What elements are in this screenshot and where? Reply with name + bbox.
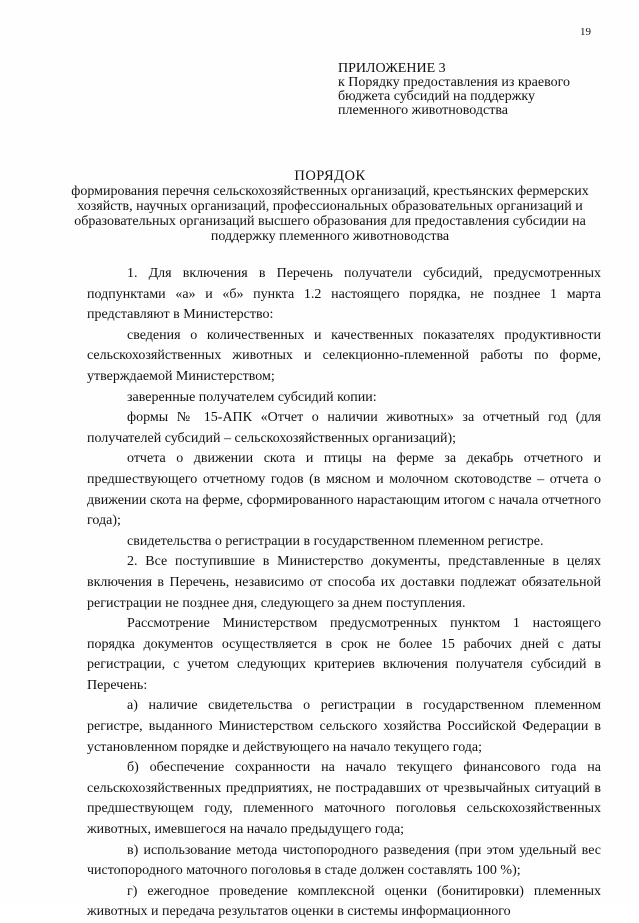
paragraph: а) наличие свидетельства о регистрации в государственном племенном регистре, выданного Министерством сельского хозяйства Российской Федерации в установленном порядке и действующего на начало текущего года; (87, 698, 601, 755)
appendix-subtitle: к Порядку предоставления из краевого бюджета субсидий на поддержку племенного животноводства (338, 75, 570, 118)
paragraph: отчета о движении скота и птицы на ферме за декабрь отчетного и предшествующего отчетному годов (в мясном и молочном скотоводстве – отчета о движении скота на ферме, сформированного нарастающим итогом с начала отчетного года); (87, 451, 601, 529)
paragraph: свидетельства о регистрации в государственном племенном регистре. (127, 533, 544, 549)
paragraph: формы № 15-АПК «Отчет о наличии животных» за отчетный год (для получателей субсидий – сельскохозяйственных организаций); (87, 410, 601, 446)
document-subtitle: формирования перечня сельскохозяйственных организаций, крестьянских фермерских хозяйств, научных организаций, профессиональных образовательных организаций и образовательных организаций высшего образования для предоставления субсидии на поддержку племенного животноводства (71, 184, 589, 244)
document-heading (60, 168, 600, 244)
appendix-title: ПРИЛОЖЕНИЕ 3 (338, 61, 446, 76)
paragraph: заверенные получателем субсидий копии: (127, 389, 377, 405)
body-text (87, 264, 601, 923)
paragraph: сведения о количественных и качественных показателях продуктивности сельскохозяйственных животных и селекционно-племенной работы по форме, утверждаемой Министерством; (87, 327, 601, 384)
page-number: 19 (580, 26, 591, 38)
document-title: ПОРЯДОК (294, 168, 366, 184)
paragraph: б) обеспечение сохранности на начало текущего финансового года на сельскохозяйственных предприятиях, не пострадавших от чрезвычайных ситуаций в предшествующем году, племенного маточного поголовья сельскохозяйственных животных, имевшегося на начало предыдущего года; (87, 760, 601, 838)
paragraph: 2. Все поступившие в Министерство документы, представленные в целях включения в Перечень, независимо от способа их доставки подлежат обязательной регистрации не позднее дня, следующего за днем поступления. (87, 554, 601, 611)
paragraph: г) ежегодное проведение комплексной оценки (бонитировки) племенных животных и передача результатов оценки в системы информационного (87, 883, 601, 920)
paragraph: Рассмотрение Министерством предусмотренных пунктом 1 настоящего порядка документов осуществляется в срок не более 15 рабочих дней с даты регистрации, с учетом следующих критериев включения получателя субсидий в Перечень: (87, 616, 601, 693)
appendix-block (338, 62, 598, 118)
paragraph: в) использование метода чистопородного разведения (при этом удельный вес чистопородного маточного поголовья в стаде должен составлять 100 %); (87, 842, 601, 879)
paragraph: 1. Для включения в Перечень получатели субсидий, предусмотренных подпунктами «а» и «б» пункта 1.2 настоящего порядка, не позднее 1 марта представляют в Министерство: (87, 266, 601, 323)
